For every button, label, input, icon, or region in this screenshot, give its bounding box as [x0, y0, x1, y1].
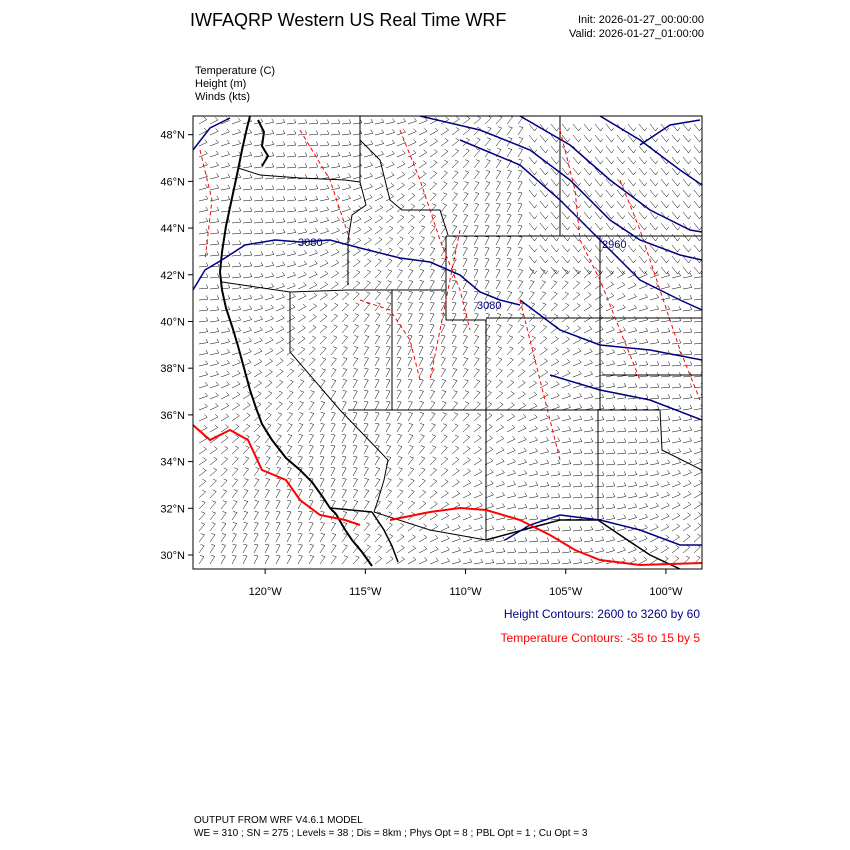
lat-tick-label: 36°N: [160, 409, 185, 422]
wind-barbs: [199, 116, 703, 565]
pacific-coastline: [220, 116, 336, 514]
lat-tick-label: 42°N: [160, 269, 185, 282]
height-label: 2960: [602, 239, 627, 251]
valid-time: Valid: 2026-01-27_01:00:00: [569, 28, 704, 40]
height-label: 3080: [477, 300, 502, 312]
lat-tick-label: 30°N: [160, 549, 185, 562]
height-label: 3080: [298, 237, 323, 249]
lon-tick-label: 100°W: [649, 586, 683, 598]
map-title: IWFAQRP Western US Real Time WRF: [190, 10, 507, 30]
lon-tick-label: 120°W: [248, 586, 282, 598]
model-info: OUTPUT FROM WRF V4.6.1 MODEL: [194, 815, 363, 826]
lat-tick-label: 48°N: [160, 129, 185, 142]
lat-tick-label: 40°N: [160, 316, 185, 329]
lon-tick-label: 115°W: [349, 586, 382, 598]
lon-tick-label: 105°W: [549, 586, 583, 598]
state-boundaries: [220, 116, 702, 569]
field-label-temperature: Temperature (C): [195, 65, 276, 77]
lat-tick-label: 38°N: [160, 363, 185, 376]
lat-tick-label: 46°N: [160, 176, 185, 189]
model-config: WE = 310 ; SN = 275 ; Levels = 38 ; Dis = 8km ; Phys Opt = 8 ; PBL Opt = 1 ; Cu Opt = 3: [194, 828, 588, 839]
lon-tick-label: 110°W: [449, 586, 482, 598]
temperature-contour-legend: Temperature Contours: -35 to 15 by 5: [500, 631, 700, 645]
lat-tick-label: 32°N: [160, 503, 185, 516]
baja-coast: [336, 514, 372, 566]
puget-sound: [258, 120, 268, 166]
lat-tick-label: 44°N: [160, 223, 185, 236]
lat-tick-label: 34°N: [160, 456, 185, 469]
init-time: Init: 2026-01-27_00:00:00: [578, 14, 704, 26]
wind-barb-field: [199, 116, 703, 565]
field-label-height: Height (m): [195, 78, 247, 90]
field-label-winds: Winds (kts): [195, 91, 250, 103]
height-contour-legend: Height Contours: 2600 to 3260 by 60: [503, 607, 700, 621]
